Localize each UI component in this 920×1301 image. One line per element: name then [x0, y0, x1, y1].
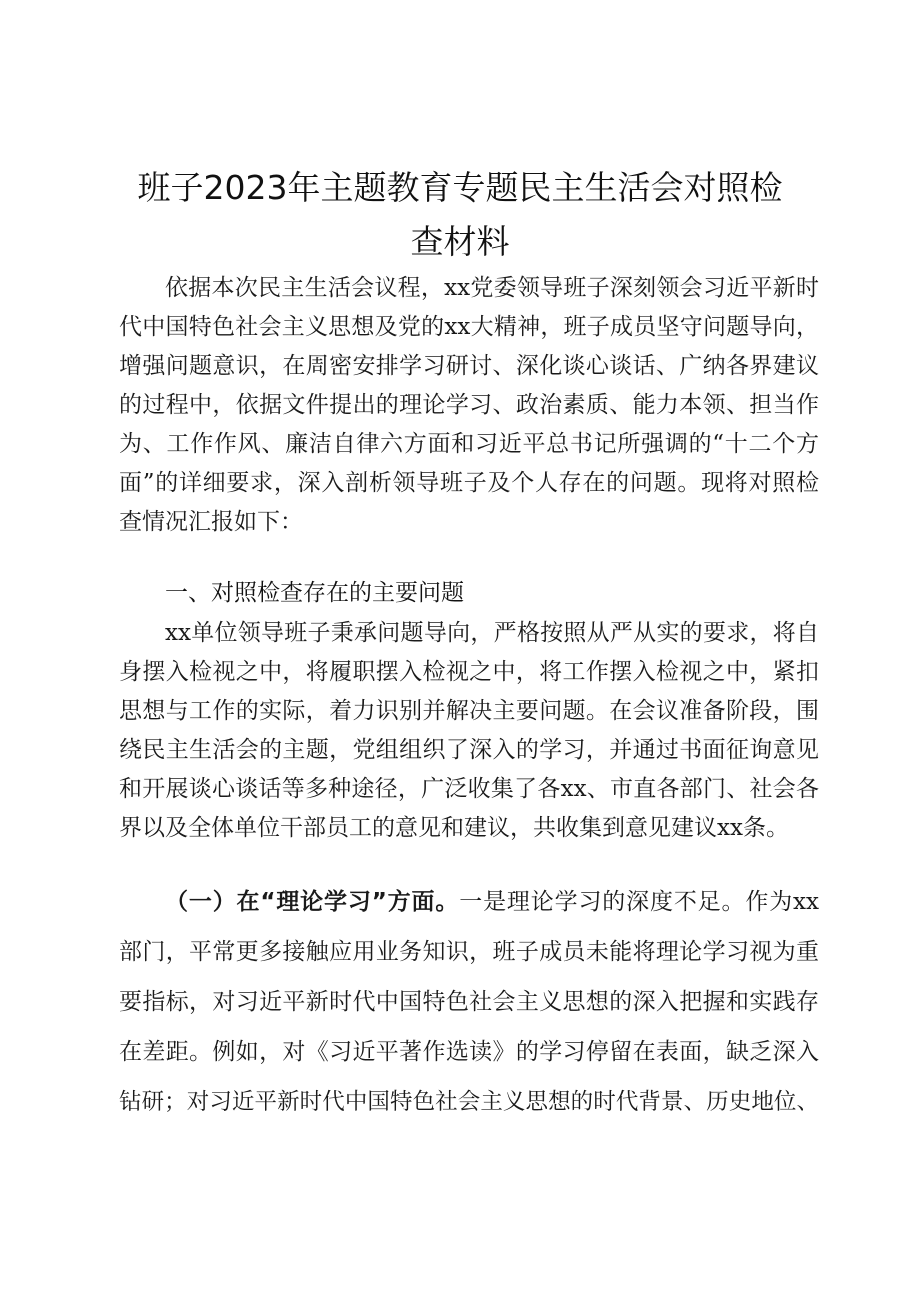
paragraph-line: 面”的详细要求，深入剖析领导班子及个人存在的问题。现将对照检: [119, 470, 819, 496]
paragraph-line: 界以及全体单位干部员工的意见和建议，共收集到意见建议xx条。: [119, 815, 789, 841]
paragraph-line: 钻研；对习近平新时代中国特色社会主义思想的时代背景、历史地位、: [119, 1089, 819, 1115]
paragraph-line: 代中国特色社会主义思想及党的xx大精神，班子成员坚守问题导向，: [119, 314, 819, 340]
paragraph-line: 身摆入检视之中，将履职摆入检视之中，将工作摆入检视之中，紧扣: [119, 659, 819, 685]
paragraph-line: 绕民主生活会的主题，党组组织了深入的学习，并通过书面征询意见: [119, 737, 819, 763]
subsection-first-text: 一是理论学习的深度不足。作为xx: [459, 889, 819, 915]
paragraph-line: 和开展谈心谈话等多种途径，广泛收集了各xx、市直各部门、社会各: [119, 776, 819, 802]
paragraph-line: 思想与工作的实际，着力识别并解决主要问题。在会议准备阶段，围: [119, 698, 819, 724]
paragraph-line: 要指标，对习近平新时代中国特色社会主义思想的深入把握和实践存: [119, 989, 819, 1015]
paragraph-line: 增强问题意识，在周密安排学习研讨、深化谈心谈话、广纳各界建议: [119, 353, 819, 379]
document-title-line-2: 查材料: [410, 222, 510, 261]
paragraph-line: xx单位领导班子秉承问题导向，严格按照从严从实的要求，将自: [165, 620, 819, 646]
paragraph-line: 部门，平常更多接触应用业务知识，班子成员未能将理论学习视为重: [119, 939, 819, 965]
document-title-line-1: 班子2023年主题教育专题民主生活会对照检: [137, 168, 783, 207]
paragraph-line: 为、工作作风、廉洁自律六方面和习近平总书记所强调的“十二个方: [119, 431, 819, 457]
paragraph-line: 查情况汇报如下：: [119, 509, 303, 535]
section-heading: 一、对照检查存在的主要问题: [165, 580, 464, 606]
subsection-first-line: [165, 882, 819, 922]
paragraph-line: 的过程中，依据文件提出的理论学习、政治素质、能力本领、担当作: [119, 392, 819, 418]
paragraph-line: 依据本次民主生活会议程，xx党委领导班子深刻领会习近平新时: [165, 275, 819, 301]
subsection-lead: （一）在“理论学习”方面。: [165, 889, 460, 915]
paragraph-line: 在差距。例如，对《习近平著作选读》的学习停留在表面，缺乏深入: [119, 1039, 819, 1065]
